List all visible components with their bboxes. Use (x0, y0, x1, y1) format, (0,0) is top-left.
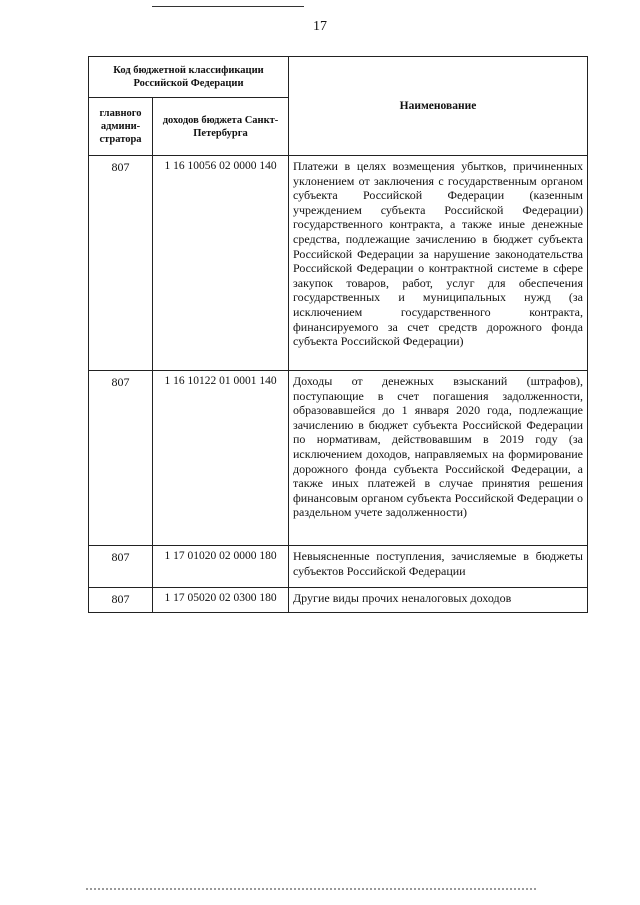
row-budget-code: 1 16 10056 02 0000 140 (153, 156, 289, 371)
row-admin-code: 807 (89, 546, 153, 588)
row-name: Другие виды прочих неналоговых доходов (289, 588, 588, 613)
row-budget-code: 1 16 10122 01 0001 140 (153, 371, 289, 546)
row-name: Доходы от денежных взысканий (штрафов), поступающие в счет погашения задолженности, образовавшейся до 1 января 2020 года, подлежащие зачислению в бюджет субъекта Российской Федерации по нормативам, действовавшим в 2019 году (за исключением доходов, направляемых на формирование дорожного фонда субъекта Российской Федерации, а также иных платежей в случае принятия решения финансовым органом субъекта Российской Федерации о раздельном учете задолженности) (289, 371, 588, 546)
table-row (89, 156, 588, 371)
table-row (89, 588, 588, 613)
table-row (89, 546, 588, 588)
header-row-group (89, 57, 588, 98)
row-budget-code: 1 17 05020 02 0300 180 (153, 588, 289, 613)
row-admin-code: 807 (89, 371, 153, 546)
header-name: Наименование (289, 57, 588, 156)
header-income: доходов бюджета Санкт-Петербурга (153, 98, 289, 156)
scan-artifact-line (86, 888, 536, 890)
row-admin-code: 807 (89, 156, 153, 371)
header-classification-code: Код бюджетной классификации Российской Федерации (89, 57, 289, 98)
page-number: 17 (313, 19, 327, 34)
budget-classification-table (88, 56, 588, 613)
header-admin: главного админи-стратора (89, 98, 153, 156)
row-name: Невыясненные поступления, зачисляемые в бюджеты субъектов Российской Федерации (289, 546, 588, 588)
row-budget-code: 1 17 01020 02 0000 180 (153, 546, 289, 588)
top-rule (152, 6, 304, 7)
row-name: Платежи в целях возмещения убытков, причиненных уклонением от заключения с государственным органом субъекта Российской Федерации (казенным учреждением субъекта Российской Федерации) государственного контракта, а также иные денежные средства, подлежащие зачислению в бюджет субъекта Российской Федерации за нарушение законодательства Российской Федерации о контрактной системе в сфере закупок товаров, работ, услуг для обеспечения государственных и муниципальных нужд (за исключением государственного контракта, финансируемого за счет средств дорожного фонда субъекта Российской Федерации) (289, 156, 588, 371)
row-admin-code: 807 (89, 588, 153, 613)
table-row (89, 371, 588, 546)
